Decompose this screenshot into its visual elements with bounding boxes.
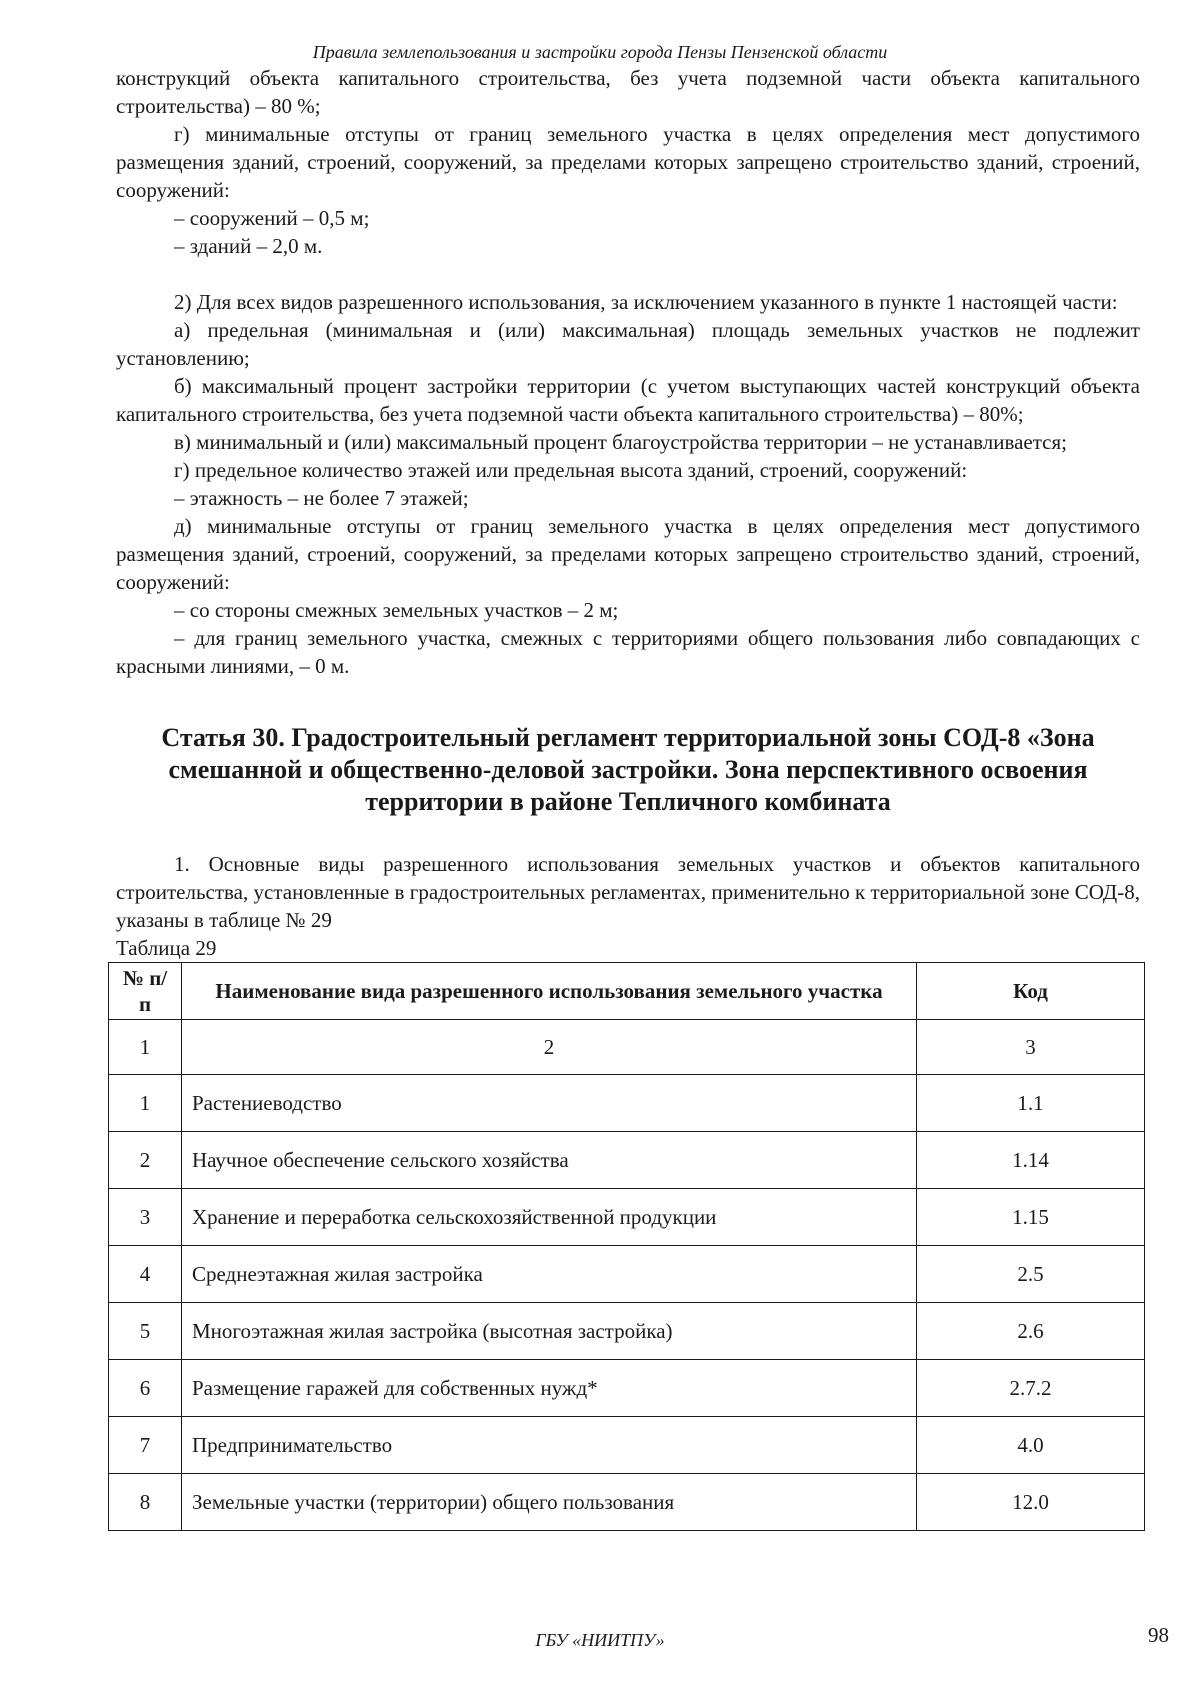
table-row [109,1132,1145,1189]
top-paragraphs [116,64,1140,260]
paragraph: – сооружений – 0,5 м; [174,206,370,230]
cell-code: 1.1 [917,1075,1145,1132]
page-number: 98 [1148,1623,1169,1647]
paragraph: конструкций объекта капитального строительства, без учета подземной части объекта капитального строительства) – 80 %; [116,66,1140,118]
cell-code: 12.0 [917,1474,1145,1531]
cell-num: 4 [109,1246,182,1303]
spacer [116,818,1140,850]
paragraph: в) минимальный и (или) максимальный процент благоустройства территории – не устанавливается; [174,430,1067,454]
cell-num: 3 [109,1189,182,1246]
cell-code: 1.15 [917,1189,1145,1246]
spacer [116,260,1140,288]
cell-code: 4.0 [917,1417,1145,1474]
cell-num: 2 [109,1132,182,1189]
cell-num: 7 [109,1417,182,1474]
cell-num: 8 [109,1474,182,1531]
table-caption: Таблица 29 [116,936,217,960]
table-row [109,1303,1145,1360]
table-row [109,1474,1145,1531]
paragraph: а) предельная (минимальная и (или) максимальная) площадь земельных участков не подлежит установлению; [116,318,1140,370]
colnum-2: 2 [182,1020,917,1075]
cell-code: 2.7.2 [917,1360,1145,1417]
colnum-1: 1 [109,1020,182,1075]
article-heading: Статья 30. Градостроительный регламент территориальной зоны СОД-8 «Зона смешанной и общественно-деловой застройки. Зона перспективного освоения территории в районе Тепличного комбината [161,723,1095,816]
cell-name: Хранение и переработка сельскохозяйственной продукции [182,1189,917,1246]
table-row [109,1417,1145,1474]
cell-name: Растениеводство [182,1075,917,1132]
colnum-3: 3 [917,1020,1145,1075]
header-code: Код [917,963,1145,1020]
cell-name: Научное обеспечение сельского хозяйства [182,1132,917,1189]
header-name: Наименование вида разрешенного использования земельного участка [182,963,917,1020]
paragraph: – со стороны смежных земельных участков – 2 м; [174,598,619,622]
cell-name: Среднеэтажная жилая застройка [182,1246,917,1303]
paragraph: г) минимальные отступы от границ земельного участка в целях определения мест допустимого размещения зданий, строений, сооружений, за пределами которых запрещено строительство зданий, строений, сооружений: [116,122,1140,202]
paragraph: б) максимальный процент застройки территории (с учетом выступающих частей конструкций объекта капитального строительства, без учета подземной части объекта капитального строительства) – 80%; [116,374,1140,426]
paragraph: 2) Для всех видов разрешенного использования, за исключением указанного в пункте 1 настоящей части: [174,290,1118,314]
table-header-row [109,963,1145,1020]
table-row [109,1075,1145,1132]
paragraph: г) предельное количество этажей или предельная высота зданий, строений, сооружений: [174,458,968,482]
cell-name: Земельные участки (территории) общего пользования [182,1474,917,1531]
cell-num: 5 [109,1303,182,1360]
cell-name: Многоэтажная жилая застройка (высотная застройка) [182,1303,917,1360]
cell-num: 6 [109,1360,182,1417]
cell-num: 1 [109,1075,182,1132]
column-number-row [109,1020,1145,1075]
table-row [109,1189,1145,1246]
cell-code: 2.6 [917,1303,1145,1360]
paragraph: д) минимальные отступы от границ земельного участка в целях определения мест допустимого размещения зданий, строений, сооружений, за пределами которых запрещено строительство зданий, строений, сооружений: [116,514,1140,594]
table-row [109,1246,1145,1303]
header-num: № п/п [109,963,182,1020]
cell-code: 2.5 [917,1246,1145,1303]
page-footer: ГБУ «НИИТПУ» [535,1630,665,1650]
cell-name: Размещение гаражей для собственных нужд* [182,1360,917,1417]
paragraph: – этажность – не более 7 этажей; [174,486,469,510]
cell-code: 1.14 [917,1132,1145,1189]
intro-paragraph: 1. Основные виды разрешенного использования земельных участков и объектов капитального строительства, установленные в градостроительных регламентах, применительно к территориальной зоне СОД-8, указаны в таблице № 29 [116,852,1140,932]
paragraph: – зданий – 2,0 м. [174,234,323,258]
page-header: Правила землепользования и застройки города Пензы Пензенской области [312,42,888,62]
cell-name: Предпринимательство [182,1417,917,1474]
table-row [109,1360,1145,1417]
document-body [116,64,1140,1531]
rules-paragraphs [116,288,1140,680]
paragraph: – для границ земельного участка, смежных с территориями общего пользования либо совпадающих с красными линиями, – 0 м. [116,626,1140,678]
land-use-table [108,962,1145,1531]
spacer [116,680,1140,722]
